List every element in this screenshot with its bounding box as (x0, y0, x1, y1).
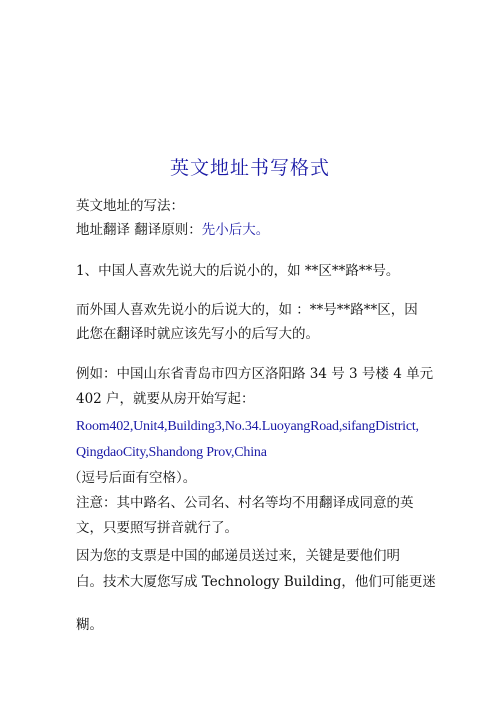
comma-note: （逗号后面有空格）。 (68, 470, 197, 486)
example-line-2: 402 户，就要从房开始写起： (76, 391, 255, 407)
foreign-order-line-2: 此您在翻译时就应该先写小的后写大的。 (76, 326, 319, 342)
reason-line-1: 因为您的支票是中国的邮递员送过来，关键是要他们明 (76, 548, 400, 564)
rule-label: 地址翻译 翻译原则： (76, 222, 202, 238)
foreign-order-line-1: 而外国人喜欢先说小的后说大的，如 ：**号**路**区，因 (76, 302, 418, 318)
reason-line-3: 糊。 (76, 617, 103, 633)
intro-heading: 英文地址的写法： (76, 198, 184, 214)
rule-value: 先小后大。 (201, 222, 270, 238)
english-address-line-1: Room402,Unit4,Building3,No.34.LuoyangRoad,sifangDistrict, (76, 419, 419, 434)
document-title: 英文地址书写格式 (169, 157, 330, 179)
english-address-line-2: QingdaoCity,Shandong Prov,China (76, 445, 267, 460)
note-line-1: 注意：其中路名、公司名、村名等均不用翻译成同意的英 (76, 495, 414, 511)
example-line-1: 例如：中国山东省青岛市四方区洛阳路 34 号 3 号楼 4 单元 (76, 366, 434, 382)
reason-line-2: 白。技术大厦您写成 Technology Building，他们可能更迷 (76, 574, 436, 590)
note-line-2: 文，只要照写拼音就行了。 (76, 520, 238, 536)
translation-rule (76, 221, 269, 239)
point-1: 1、中国人喜欢先说大的后说小的，如 **区**路**号。 (76, 263, 400, 279)
